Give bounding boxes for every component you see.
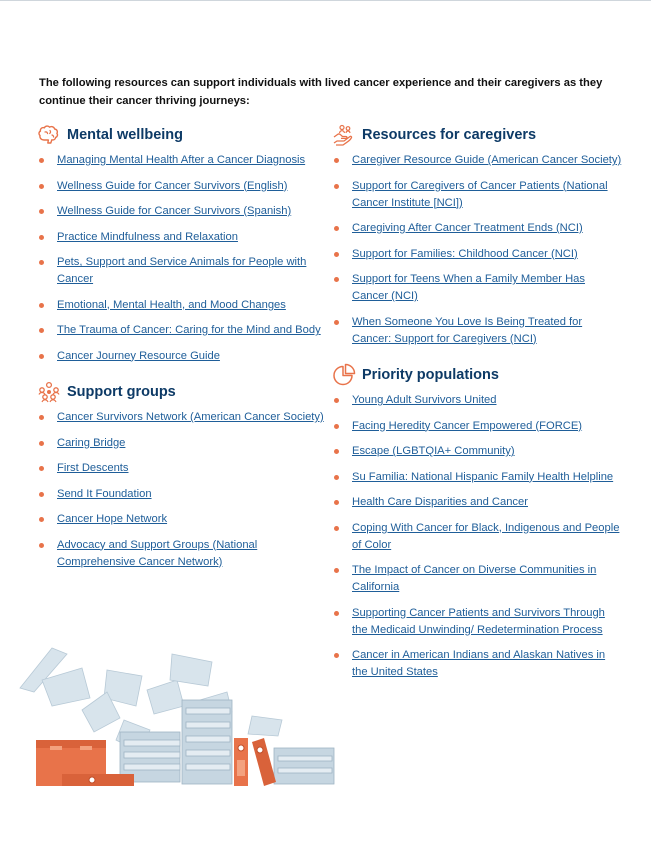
- list-item: [331, 271, 623, 305]
- section-header-mental-wellbeing: [36, 122, 328, 148]
- section-title: Resources for caregivers: [362, 127, 537, 143]
- resource-link[interactable]: Cancer in American Indians and Alaskan Natives in the United States: [352, 649, 606, 678]
- list-item: [331, 246, 623, 263]
- resource-link[interactable]: Pets, Support and Service Animals for People with Cancer: [57, 256, 307, 285]
- caregivers-list: [331, 152, 623, 348]
- resource-link[interactable]: Support for Families: Childhood Cancer (NCI): [352, 247, 578, 260]
- resource-link[interactable]: Send It Foundation: [57, 487, 152, 500]
- resource-link[interactable]: Caregiving After Cancer Treatment Ends (NCI): [352, 222, 583, 234]
- paper-stack-illustration: [12, 640, 352, 790]
- caring-hands-icon: [331, 122, 357, 148]
- list-item: [331, 469, 623, 486]
- list-item: [331, 220, 623, 237]
- group-icon: [36, 379, 62, 405]
- section-title: Mental wellbeing: [67, 127, 184, 143]
- resource-link[interactable]: Caregiver Resource Guide (American Cancer Society): [352, 154, 622, 166]
- list-item: [331, 494, 623, 511]
- intro-text: The following resources can support individuals with lived cancer experience and their caregivers as they continue their cancer thriving journeys:: [39, 77, 603, 107]
- pie-chart-icon: [331, 362, 357, 388]
- section-title: Priority populations: [362, 367, 499, 383]
- resource-link[interactable]: When Someone You Love Is Being Treated for Cancer: Support for Caregivers (NCI): [352, 315, 583, 345]
- list-item: [331, 520, 623, 554]
- list-item: [36, 229, 328, 246]
- resource-link[interactable]: Escape (LGBTQIA+ Community): [352, 445, 515, 457]
- list-item: [36, 152, 328, 169]
- resource-link[interactable]: Wellness Guide for Cancer Survivors (English): [57, 179, 288, 192]
- right-column: [331, 122, 623, 690]
- resource-link[interactable]: First Descents: [57, 462, 129, 474]
- resource-link[interactable]: Support for Caregivers of Cancer Patients (National Cancer Institute [NCI]): [352, 179, 608, 209]
- list-item: [36, 537, 328, 571]
- resource-link[interactable]: Cancer Hope Network: [57, 513, 168, 525]
- top-divider: [0, 0, 651, 1]
- list-item: [331, 418, 623, 435]
- support-groups-list: [36, 409, 328, 571]
- section-title: Support groups: [67, 384, 176, 400]
- resource-link[interactable]: Advocacy and Support Groups (National Comprehensive Cancer Network): [57, 538, 258, 568]
- resource-link[interactable]: Supporting Cancer Patients and Survivors Through the Medicaid Unwinding/ Redetermination Process: [352, 606, 605, 636]
- list-item: [36, 203, 328, 220]
- section-header-caregivers: [331, 122, 623, 148]
- mental-wellbeing-list: [36, 152, 328, 365]
- resource-link[interactable]: Cancer Survivors Network (American Cancer Society): [57, 411, 324, 423]
- list-item: [331, 443, 623, 460]
- left-column: [36, 122, 328, 579]
- resource-link[interactable]: Emotional, Mental Health, and Mood Changes: [57, 298, 286, 311]
- resource-link[interactable]: Coping With Cancer for Black, Indigenous and People of Color: [352, 521, 620, 551]
- resource-link[interactable]: Support for Teens When a Family Member Has Cancer (NCI): [352, 273, 585, 302]
- list-item: [36, 511, 328, 528]
- resource-link[interactable]: Managing Mental Health After a Cancer Diagnosis: [57, 154, 306, 166]
- list-item: [36, 348, 328, 365]
- list-item: [36, 435, 328, 452]
- resource-link[interactable]: The Impact of Cancer on Diverse Communities in California: [352, 564, 597, 593]
- list-item: [36, 178, 328, 195]
- resource-link[interactable]: Facing Heredity Cancer Empowered (FORCE): [352, 419, 583, 432]
- list-item: [331, 562, 623, 596]
- resource-link[interactable]: Cancer Journey Resource Guide: [57, 349, 220, 362]
- brain-icon: [36, 122, 62, 148]
- resource-link[interactable]: Su Familia: National Hispanic Family Health Helpline: [352, 470, 614, 483]
- list-item: [36, 254, 328, 288]
- list-item: [331, 392, 623, 409]
- list-item: [36, 297, 328, 314]
- resource-link[interactable]: Practice Mindfulness and Relaxation: [57, 230, 238, 243]
- list-item: [36, 486, 328, 503]
- resource-link[interactable]: The Trauma of Cancer: Caring for the Mind and Body: [57, 324, 321, 336]
- resource-link[interactable]: Young Adult Survivors United: [352, 394, 497, 406]
- list-item: [36, 322, 328, 339]
- list-item: [331, 152, 623, 169]
- section-header-support-groups: [36, 379, 328, 405]
- section-header-priority-populations: [331, 362, 623, 388]
- list-item: [331, 605, 623, 639]
- list-item: [331, 647, 623, 681]
- list-item: [331, 314, 623, 348]
- resource-link[interactable]: Caring Bridge: [57, 436, 126, 449]
- list-item: [36, 460, 328, 477]
- list-item: [331, 178, 623, 212]
- priority-populations-list: [331, 392, 623, 681]
- resource-link[interactable]: Wellness Guide for Cancer Survivors (Spanish): [57, 205, 292, 217]
- list-item: [36, 409, 328, 426]
- resource-link[interactable]: Health Care Disparities and Cancer: [352, 496, 528, 508]
